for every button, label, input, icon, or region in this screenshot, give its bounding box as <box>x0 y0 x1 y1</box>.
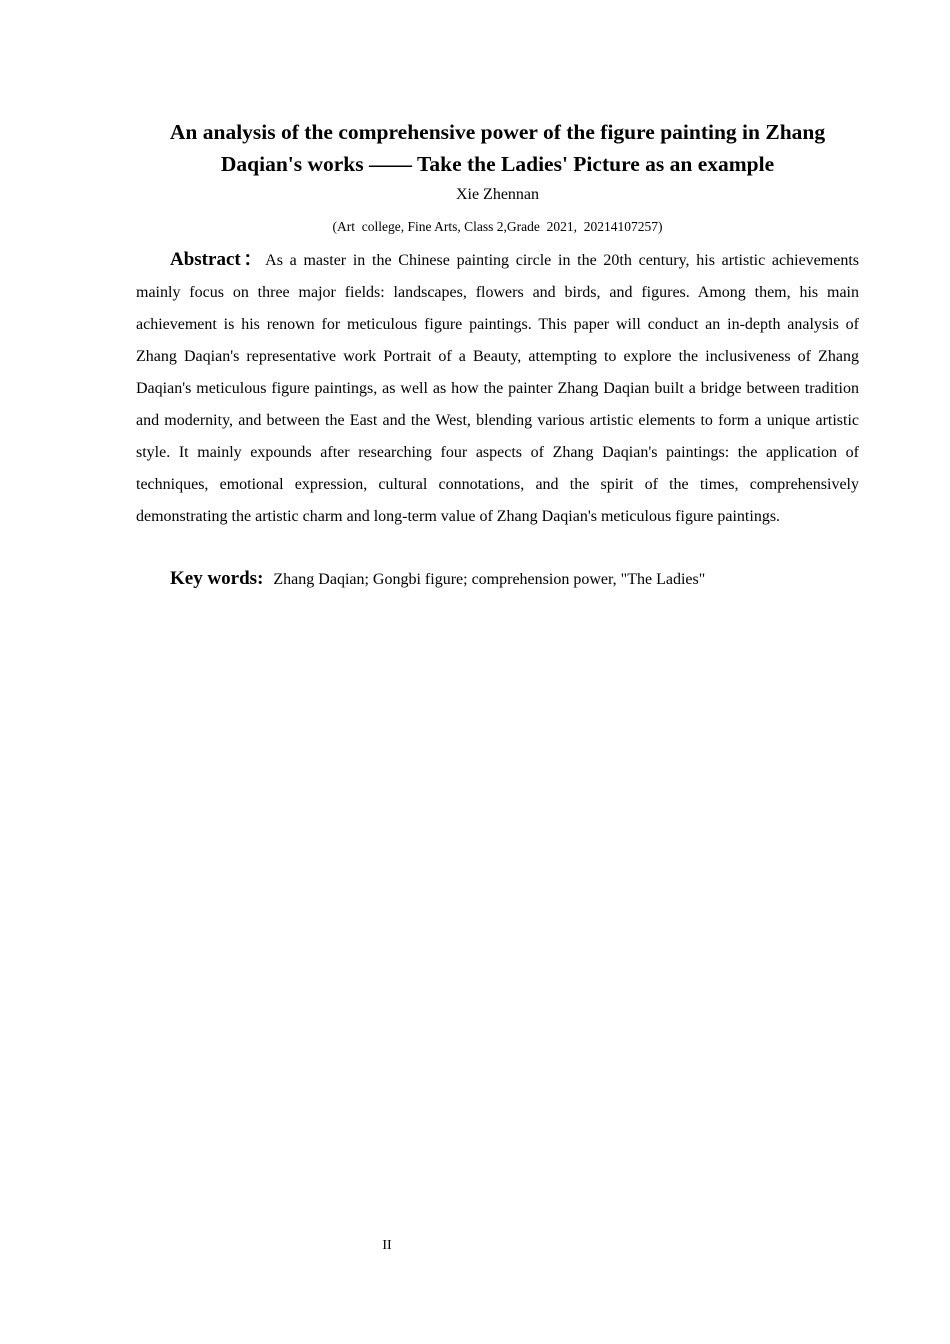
page-number: II <box>382 1238 392 1253</box>
author-name: Xie Zhennan <box>455 186 540 203</box>
keywords-text: Zhang Daqian; Gongbi figure; comprehension power, "The Ladies" <box>273 571 706 588</box>
author-affiliation: (Art college, Fine Arts, Class 2,Grade 2021, 20214107257) <box>332 219 663 234</box>
keywords-paragraph <box>136 564 859 595</box>
paper-title: An analysis of the comprehensive power of the figure painting in Zhang Daqian's works —— Take the Ladies' Picture as an example <box>169 120 826 176</box>
abstract-paragraph <box>136 244 859 533</box>
abstract-text: As a master in the Chinese painting circle in the 20th century, his artistic achievements mainly focus on three major fields: landscapes, flowers and birds, and figures. Among them, his main achievement is his renown for meticulous figure paintings. This paper will conduct an in-depth analysis of Zhang Daqian's representative work Portrait of a Beauty, attempting to explore the inclusiveness of Zhang Daqian's meticulous figure paintings, as well as how the painter Zhang Daqian built a bridge between tradition and modernity, and between the East and the West, blending various artistic elements to form a unique artistic style. It mainly expounds after researching four aspects of Zhang Daqian's paintings: the application of techniques, emotional expression, cultural connotations, and the spirit of the times, comprehensively demonstrating the artistic charm and long-term value of Zhang Daqian's meticulous figure paintings. <box>136 252 860 525</box>
keywords-label: Key words: <box>170 568 264 589</box>
abstract-label: Abstract： <box>170 249 266 270</box>
